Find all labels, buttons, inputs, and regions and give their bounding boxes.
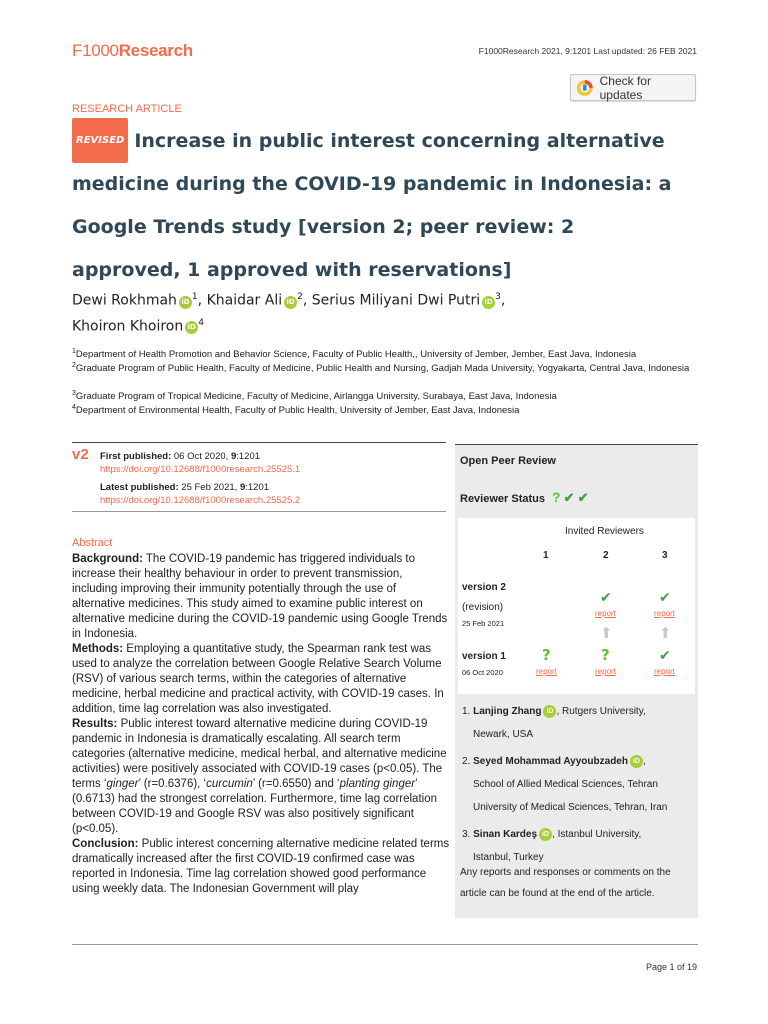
author-name[interactable]: Khaidar Ali [206,292,283,309]
abstract-results: Results: Public interest toward alternative medicine during COVID-19 pandemic in Indonesia is dramatically escalating. All search term categories (alternative medicine, medical herbal, and alternative medicine activities) were positively associated with COVID-19 cases (p<0.05). The terms ‘ginger’ (r=0.6376), ‘curcumin’ (r=0.6550) and ‘planting ginger’ (0.6713) had the strongest correlation. Furthermore, time lag correlation between COVID-19 and Google RSV was also positively significant (p<0.05). [72,718,447,835]
first-doi-link[interactable]: https://doi.org/10.12688/f1000research.25525.1 [100,464,301,475]
article-type: RESEARCH ARTICLE [72,103,182,115]
report-link-v2-r2[interactable]: report [595,609,616,618]
affiliation-4: $^4$Department of Environmental Health, Faculty of Public Health, University of Jember, East Java, Indonesia [72,404,520,417]
author-name[interactable]: Khoiron Khoiron [72,318,184,335]
author-name[interactable]: Dewi Rokhmah [72,292,177,309]
check-for-updates-label: Check for updates [599,73,651,102]
approved-check-icon: ✔ [600,590,612,606]
author-affiliation-number: 3 [495,292,501,302]
approved-check-icon: ✔ [659,648,671,664]
version-2-date: 25 Feb 2021 [462,619,505,628]
author-affiliation-number: 4 [198,317,204,328]
abstract-body [72,552,450,897]
orcid-icon[interactable]: iD [185,321,198,334]
orcid-icon[interactable]: iD [539,828,552,841]
abstract-methods: Methods: Employing a quantitative study, the Spearman rank test was used to analyze the correlation between Google Relative Search Volume (RSV) of various search terms, within the categories of alternative medicine, herbal medicine and practical activity, with COVID-19 cases. In addition, time lag correlation was also investigated. [72,643,444,715]
reviewer-name[interactable]: Sinan Kardeş [473,829,538,840]
orcid-icon[interactable]: iD [543,705,556,718]
version-2-label: version 2 [462,582,506,593]
orcid-icon[interactable]: iD [482,296,495,309]
divider [72,944,698,945]
question-icon: ? [552,489,561,505]
reviewer-item: 2. Seyed Mohammad Ayyoubzadeh iD , School of Allied Medical Sciences, Tehran University of Medical Sciences, Tehran, Iran [462,756,668,813]
check-icon: ✔ [563,490,575,505]
reviewer-name[interactable]: Seyed Mohammad Ayyoubzadeh [473,756,628,767]
author-name[interactable]: Serius Miliyani Dwi Putri [311,292,481,309]
reviewer-col-3: 3 [662,550,668,561]
divider [72,442,446,443]
author-affiliation-number: 2 [297,292,303,302]
orcid-icon[interactable]: iD [630,755,643,768]
divider [455,444,698,445]
author-list: Dewi Rokhmah iD $^1$, Khaidar Ali iD $^2$, Serius Miliyani Dwi Putri iD $^3$, Khoiron Khoiron iD $^4$ [72,292,506,335]
latest-published: Latest published: 25 Feb 2021, 9:1201 https://doi.org/10.12688/f1000research.25525.2 [100,482,301,506]
peer-review-footer-note: Any reports and responses or comments on the article can be found at the end of the article. [460,867,671,899]
report-link-v1-r3[interactable]: report [654,667,675,676]
revised-badge: REVISED [72,118,128,163]
version-1-date: 06 Oct 2020 [462,668,503,677]
orcid-icon[interactable]: iD [284,296,297,309]
divider [72,511,446,512]
f1000research-logo[interactable]: F1000Research [72,41,193,60]
reservations-question-icon: ? [601,646,610,664]
reservations-question-icon: ? [542,646,551,664]
up-arrow-icon: ⬆ [659,624,672,642]
open-peer-review-heading: Open Peer Review [460,455,556,467]
reviewer-col-1: 1 [543,550,549,561]
page-number: Page 1 of 19 [645,962,697,972]
check-icon: ✔ [577,490,589,505]
approved-check-icon: ✔ [659,590,671,606]
invited-reviewers-label: Invited Reviewers [565,526,644,537]
author-affiliation-number: 1 [191,292,198,302]
reviewer-name[interactable]: Lanjing Zhang [473,706,542,717]
affiliation-2: $^2$Graduate Program of Public Health, Faculty of Medicine, Public Health and Nursing, Gadjah Mada University, Yogyakarta, Central Java, Indonesia [72,362,690,375]
latest-doi-link[interactable]: https://doi.org/10.12688/f1000research.25525.2 [100,495,301,506]
crossmark-icon [576,79,594,97]
reviewer-item: 1. Lanjing Zhang iD , Rutgers University, Newark, USA [462,706,646,740]
version-2-sub: (revision) [462,602,504,613]
up-arrow-icon: ⬆ [600,624,613,642]
first-published: First published: 06 Oct 2020, 9:1201 https://doi.org/10.12688/f1000research.25525.1 [100,451,301,475]
check-for-updates-button[interactable] [570,74,696,101]
report-link-v2-r3[interactable]: report [654,609,675,618]
affiliation-3: $^3$Graduate Program of Tropical Medicine, Faculty of Medicine, Airlangga University, Surabaya, East Java, Indonesia [72,390,557,403]
reviewer-item: 3. Sinan Kardeş iD , Istanbul University, Istanbul, Turkey [462,829,642,863]
version-note: [version 2; peer review: 2 approved, 1 approved with reservations] [72,216,575,281]
header-meta: F1000Research 2021, 9:1201 Last updated: 26 FEB 2021 [478,46,697,56]
reviewer-list [462,700,694,869]
orcid-icon[interactable]: iD [179,296,192,309]
version-label: v2 [72,446,89,463]
version-1-label: version 1 [462,651,506,662]
affiliation-1: $^1$Department of Health Promotion and Behavior Science, Faculty of Public Health,, University of Jember, Jember, East Java, Indonesia [72,348,637,361]
abstract-background: Background: The COVID-19 pandemic has triggered individuals to increase their healthy behaviour in order to prevent transmission, including improving their immunity potentially through the use of alternative medicines. This study aimed to examine public interest on alternative medicine during the COVID-19 pandemic using Google Trends in Indonesia. [72,553,448,640]
article-title: REVISED Increase in public interest concerning alternative medicine during the COVID-19 pandemic in Indonesia: a Google Trends study [version 2; peer review: 2 approved, 1 approved with reservations] [72,118,672,292]
abstract-conclusion: Conclusion: Public interest concerning alternative medicine related terms dramatically increased after the first COVID-19 confirmed case was reported in Indonesia. Time lag correlation showed good performance using weekly data. The Indonesian Government will play [72,838,450,895]
reviewer-col-2: 2 [603,550,609,561]
reviewer-status: Reviewer Status ? ✔ ✔ [460,489,589,505]
abstract-heading: Abstract [72,537,113,549]
report-link-v1-r2[interactable]: report [595,667,616,676]
report-link-v1-r1[interactable]: report [536,667,557,676]
